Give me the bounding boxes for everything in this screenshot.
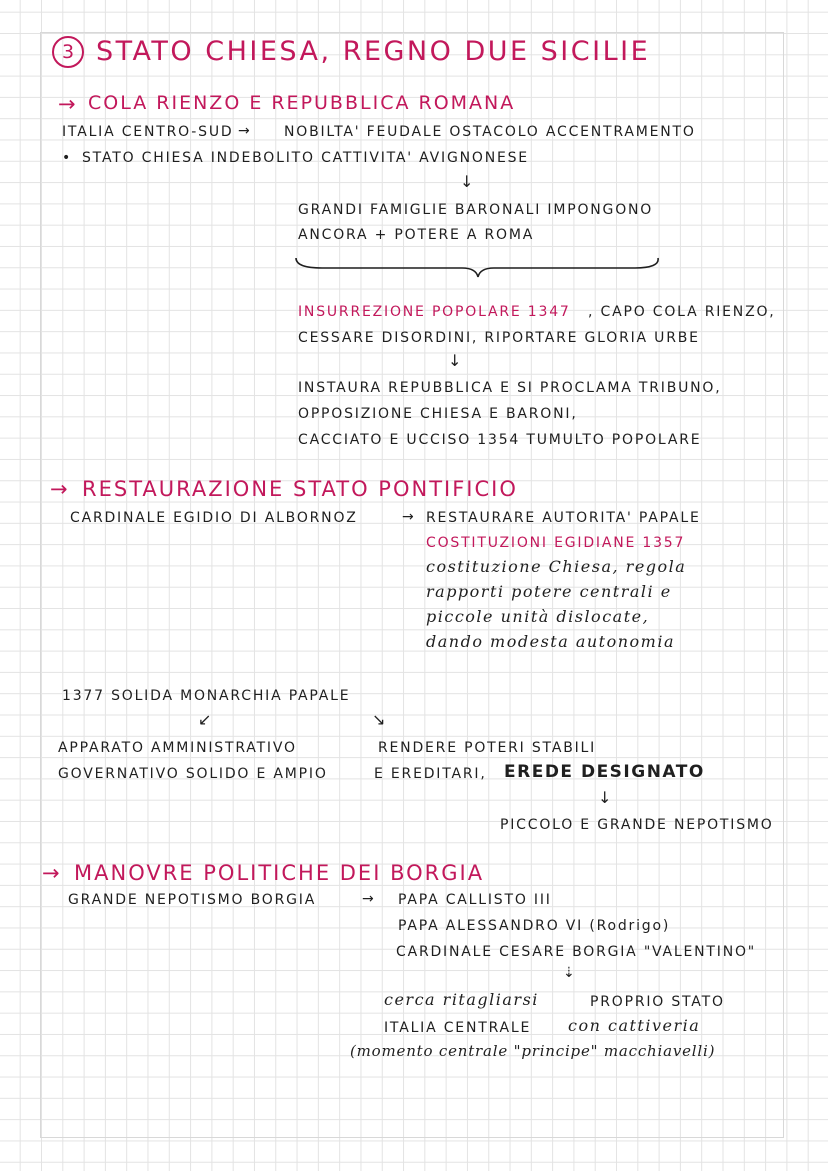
curly-brace-icon (292, 250, 664, 280)
handwritten-note: costituzione Chiesa, regola (426, 557, 687, 576)
arrow-right-icon: → (362, 891, 376, 907)
note-line: ANCORA + POTERE A ROMA (298, 227, 535, 243)
bullet-dot-icon: • (62, 150, 73, 166)
section-heading-restaurazione: RESTAURAZIONE STATO PONTIFICIO (82, 477, 518, 501)
arrow-right-icon: → (58, 92, 78, 116)
note-line-highlight: COSTITUZIONI EGIDIANE 1357 (426, 535, 686, 551)
note-line: OPPOSIZIONE CHIESA E BARONI, (298, 406, 578, 422)
note-line: 1377 SOLIDA MONARCHIA PAPALE (62, 688, 351, 704)
note-line-highlight: INSURREZIONE POPOLARE 1347 (298, 304, 571, 320)
notebook-sheet (40, 32, 784, 1138)
note-line: APPARATO AMMINISTRATIVO (58, 740, 297, 756)
handwritten-note: (momento centrale "principe" macchiavelli) (350, 1042, 716, 1060)
note-line: RESTAURARE AUTORITA' PAPALE (426, 510, 701, 526)
arrow-down-icon: ↓ (598, 788, 612, 807)
arrow-down-right-icon: ↘ (372, 710, 386, 729)
note-line-bold: EREDE DESIGNATO (504, 762, 705, 782)
arrow-down-icon: ↓ (448, 351, 462, 370)
page-title: STATO CHIESA, REGNO DUE SICILIE (96, 36, 651, 67)
note-line: INSTAURA REPUBBLICA E SI PROCLAMA TRIBUNO, (298, 380, 722, 396)
note-line: STATO CHIESA INDEBOLITO CATTIVITA' AVIGNONESE (82, 150, 529, 166)
handwritten-note: piccole unità dislocate, (426, 607, 650, 626)
squiggle-arrow-down-icon: ⇣ (563, 965, 575, 981)
section-heading-borgia: MANOVRE POLITICHE DEI BORGIA (74, 861, 485, 885)
note-line: GRANDE NEPOTISMO BORGIA (68, 892, 317, 908)
note-line: GRANDI FAMIGLIE BARONALI IMPONGONO (298, 202, 654, 218)
arrow-right-icon: → (42, 861, 62, 885)
section-number-badge: 3 (52, 36, 84, 68)
note-line: PICCOLO E GRANDE NEPOTISMO (500, 817, 774, 833)
note-line: CACCIATO E UCCISO 1354 TUMULTO POPOLARE (298, 432, 702, 448)
note-line: PAPA CALLISTO III (398, 892, 552, 908)
note-line: CESSARE DISORDINI, RIPORTARE GLORIA URBE (298, 330, 700, 346)
arrow-down-left-icon: ↙ (198, 710, 212, 729)
handwritten-note: rapporti potere centrali e (426, 582, 672, 601)
note-line: E EREDITARI, (374, 766, 487, 782)
note-line: RENDERE POTERI STABILI (378, 740, 597, 756)
note-line: CARDINALE CESARE BORGIA "VALENTINO" (396, 944, 757, 960)
note-line: NOBILTA' FEUDALE OSTACOLO ACCENTRAMENTO (284, 124, 696, 140)
note-line: GOVERNATIVO SOLIDO E AMPIO (58, 766, 328, 782)
arrow-right-icon: → (402, 509, 416, 525)
note-line: ITALIA CENTRALE (384, 1020, 532, 1036)
handwritten-note: dando modesta autonomia (426, 632, 675, 651)
handwritten-note: cerca ritagliarsi (384, 990, 539, 1009)
section-heading-cola-rienzo: COLA RIENZO E REPUBBLICA ROMANA (88, 92, 516, 114)
note-line: CARDINALE EGIDIO DI ALBORNOZ (70, 510, 358, 526)
arrow-down-icon: ↓ (460, 172, 474, 191)
arrow-right-icon: → (238, 123, 252, 139)
handwritten-note: con cattiveria (568, 1016, 701, 1035)
arrow-right-icon: → (50, 477, 70, 501)
note-line: PROPRIO STATO (590, 994, 725, 1010)
note-line: PAPA ALESSANDRO VI (Rodrigo) (398, 918, 671, 934)
note-line: ITALIA CENTRO-SUD (62, 124, 234, 140)
note-line: , CAPO COLA RIENZO, (588, 304, 776, 320)
